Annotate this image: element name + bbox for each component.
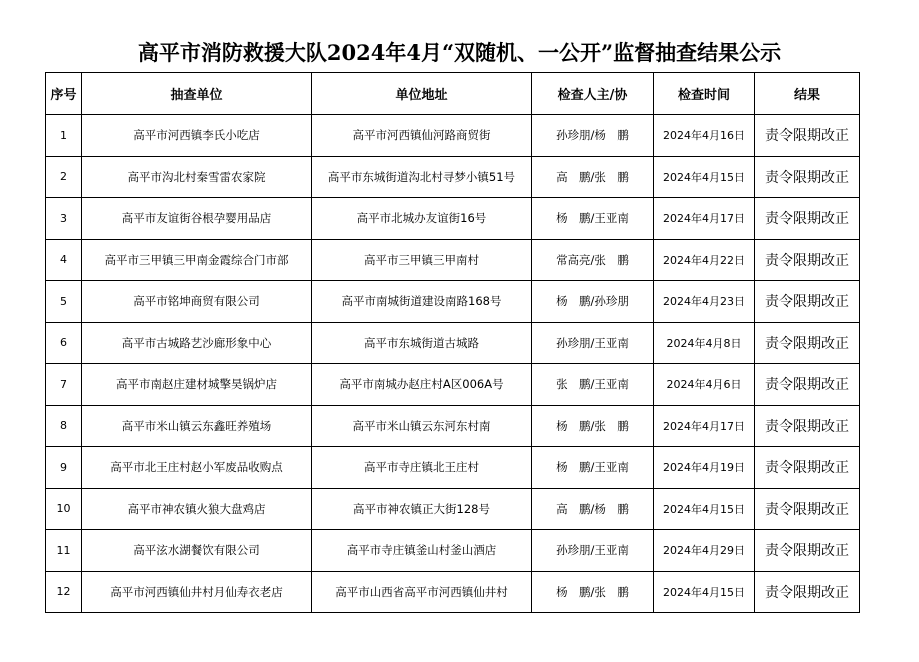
cell-address: 高平市南城办赵庄村A区006A号	[312, 364, 532, 406]
table-row	[46, 281, 860, 323]
header-unit: 抽查单位	[82, 73, 312, 115]
cell-seq: 5	[46, 281, 82, 323]
table-row	[46, 364, 860, 406]
cell-seq: 11	[46, 530, 82, 572]
cell-inspectors: 杨 鹏/张 鹏	[532, 571, 654, 613]
cell-unit: 高平市河西镇李氏小吃店	[82, 115, 312, 157]
document-title: 高平市消防救援大队2024年4月“双随机、一公开”监督抽查结果公示	[137, 40, 782, 65]
cell-unit: 高平泫水湖餐饮有限公司	[82, 530, 312, 572]
cell-seq: 10	[46, 488, 82, 530]
cell-result: 责令限期改正	[755, 488, 860, 530]
cell-unit: 高平市河西镇仙井村月仙寿衣老店	[82, 571, 312, 613]
cell-inspectors: 孙珍朋/王亚南	[532, 322, 654, 364]
cell-inspectors: 孙珍朋/王亚南	[532, 530, 654, 572]
cell-result: 责令限期改正	[755, 405, 860, 447]
cell-result: 责令限期改正	[755, 156, 860, 198]
cell-address: 高平市三甲镇三甲南村	[312, 239, 532, 281]
cell-seq: 3	[46, 198, 82, 240]
cell-unit: 高平市友谊街谷根孕婴用品店	[82, 198, 312, 240]
cell-result: 责令限期改正	[755, 447, 860, 489]
cell-inspectors: 高 鹏/杨 鹏	[532, 488, 654, 530]
cell-result: 责令限期改正	[755, 198, 860, 240]
cell-result: 责令限期改正	[755, 364, 860, 406]
cell-inspectors: 孙珍朋/杨 鹏	[532, 115, 654, 157]
cell-date: 2024年4月17日	[654, 198, 755, 240]
cell-result: 责令限期改正	[755, 322, 860, 364]
cell-date: 2024年4月22日	[654, 239, 755, 281]
cell-unit: 高平市南赵庄建材城擎昊锅炉店	[82, 364, 312, 406]
cell-unit: 高平市三甲镇三甲南金霞综合门市部	[82, 239, 312, 281]
cell-result: 责令限期改正	[755, 530, 860, 572]
cell-address: 高平市米山镇云东河东村南	[312, 405, 532, 447]
table-row	[46, 447, 860, 489]
table-row	[46, 571, 860, 613]
header-seq: 序号	[46, 73, 82, 115]
cell-address: 高平市寺庄镇釜山村釜山酒店	[312, 530, 532, 572]
inspection-results-table	[45, 72, 860, 613]
header-date: 检查时间	[654, 73, 755, 115]
table-row	[46, 115, 860, 157]
cell-inspectors: 杨 鹏/张 鹏	[532, 405, 654, 447]
header-row	[46, 73, 860, 115]
cell-result: 责令限期改正	[755, 281, 860, 323]
header-address: 单位地址	[312, 73, 532, 115]
cell-result: 责令限期改正	[755, 571, 860, 613]
cell-date: 2024年4月19日	[654, 447, 755, 489]
cell-address: 高平市寺庄镇北王庄村	[312, 447, 532, 489]
cell-inspectors: 高 鹏/张 鹏	[532, 156, 654, 198]
table-row	[46, 156, 860, 198]
cell-date: 2024年4月17日	[654, 405, 755, 447]
table-row	[46, 488, 860, 530]
cell-unit: 高平市米山镇云东鑫旺养殖场	[82, 405, 312, 447]
cell-seq: 12	[46, 571, 82, 613]
cell-address: 高平市神农镇正大街128号	[312, 488, 532, 530]
cell-date: 2024年4月29日	[654, 530, 755, 572]
table-row	[46, 405, 860, 447]
header-inspectors: 检查人主/协	[532, 73, 654, 115]
cell-seq: 1	[46, 115, 82, 157]
cell-inspectors: 杨 鹏/王亚南	[532, 198, 654, 240]
cell-unit: 高平市北王庄村赵小军废品收购点	[82, 447, 312, 489]
cell-address: 高平市南城街道建设南路168号	[312, 281, 532, 323]
cell-inspectors: 常高亮/张 鹏	[532, 239, 654, 281]
cell-date: 2024年4月23日	[654, 281, 755, 323]
table-row	[46, 198, 860, 240]
cell-address: 高平市河西镇仙河路商贸街	[312, 115, 532, 157]
cell-seq: 8	[46, 405, 82, 447]
cell-inspectors: 张 鹏/王亚南	[532, 364, 654, 406]
cell-inspectors: 杨 鹏/王亚南	[532, 447, 654, 489]
cell-address: 高平市东城街道古城路	[312, 322, 532, 364]
cell-seq: 7	[46, 364, 82, 406]
cell-seq: 9	[46, 447, 82, 489]
table-row	[46, 239, 860, 281]
cell-date: 2024年4月15日	[654, 156, 755, 198]
cell-date: 2024年4月15日	[654, 571, 755, 613]
cell-seq: 2	[46, 156, 82, 198]
cell-seq: 4	[46, 239, 82, 281]
cell-inspectors: 杨 鹏/孙珍朋	[532, 281, 654, 323]
cell-address: 高平市北城办友谊街16号	[312, 198, 532, 240]
cell-unit: 高平市沟北村秦雪雷农家院	[82, 156, 312, 198]
header-result: 结果	[755, 73, 860, 115]
cell-unit: 高平市铭坤商贸有限公司	[82, 281, 312, 323]
cell-date: 2024年4月16日	[654, 115, 755, 157]
cell-unit: 高平市神农镇火狼大盘鸡店	[82, 488, 312, 530]
cell-address: 高平市山西省高平市河西镇仙井村	[312, 571, 532, 613]
table-row	[46, 322, 860, 364]
table-row	[46, 530, 860, 572]
cell-seq: 6	[46, 322, 82, 364]
cell-date: 2024年4月6日	[654, 364, 755, 406]
cell-date: 2024年4月8日	[654, 322, 755, 364]
cell-unit: 高平市古城路艺沙廊形象中心	[82, 322, 312, 364]
cell-result: 责令限期改正	[755, 239, 860, 281]
cell-address: 高平市东城街道沟北村寻梦小镇51号	[312, 156, 532, 198]
cell-result: 责令限期改正	[755, 115, 860, 157]
cell-date: 2024年4月15日	[654, 488, 755, 530]
